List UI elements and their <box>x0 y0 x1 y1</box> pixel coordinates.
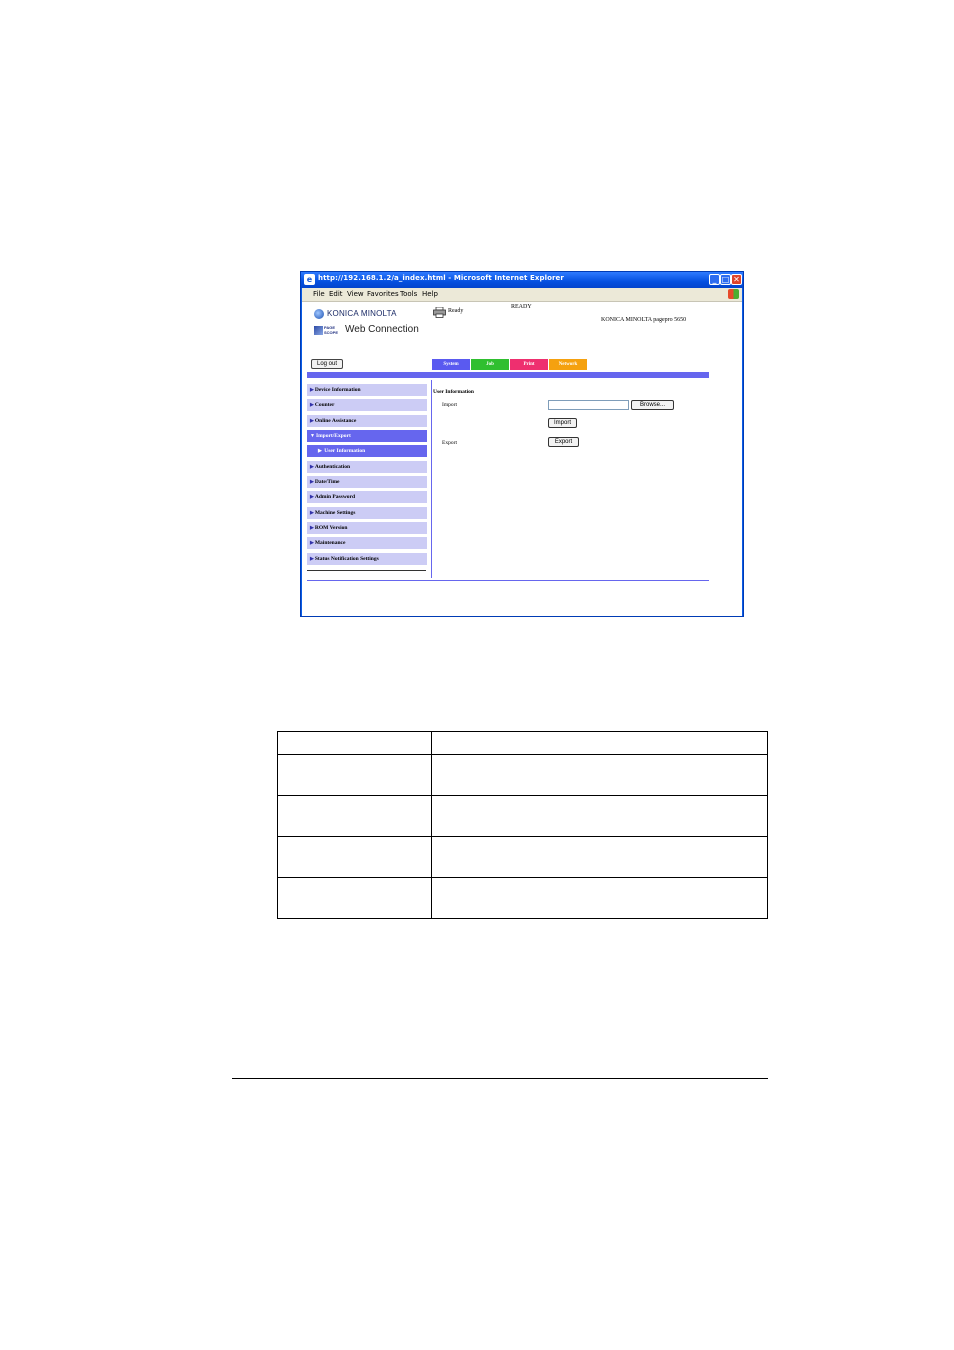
tab-system[interactable]: System <box>432 359 470 370</box>
book-icon <box>314 326 323 335</box>
windows-logo-icon <box>728 289 739 299</box>
title-bar[interactable] <box>301 272 743 288</box>
logout-button[interactable]: Log out <box>311 359 343 369</box>
arrow-right-icon: ▶ <box>310 419 314 424</box>
table-row <box>278 796 768 837</box>
brand-text: KONICA MINOLTA <box>327 309 397 318</box>
model-name: KONICA MINOLTA pagepro 5650 <box>601 317 687 323</box>
tab-print[interactable]: Print <box>510 359 548 370</box>
arrow-right-icon: ▶ <box>318 449 322 454</box>
table-row <box>278 837 768 878</box>
sidebar-item-status-notification-settings[interactable]: ▶Status Notification Settings <box>307 553 427 565</box>
page-footer-rule <box>232 1078 768 1079</box>
sidebar-divider <box>307 570 426 571</box>
import-label: Import <box>442 402 457 408</box>
page-content <box>302 302 742 616</box>
sidebar-item-device-information[interactable]: ▶Device Information <box>307 384 427 396</box>
sidebar-item-admin-password[interactable]: ▶Admin Password <box>307 491 427 503</box>
arrow-down-icon: ▼ <box>310 434 315 439</box>
sidebar-item-import-export[interactable]: ▼Import/Export <box>307 430 427 442</box>
description-table <box>277 731 768 919</box>
file-path-input[interactable] <box>548 400 629 410</box>
sidebar-item-rom-version[interactable]: ▶ROM Version <box>307 522 427 534</box>
window-title: http://192.168.1.2/a_index.html - Microsoft Internet Explorer <box>318 274 564 282</box>
footer-divider <box>307 580 709 581</box>
export-label: Export <box>442 440 457 446</box>
arrow-right-icon: ▶ <box>310 403 314 408</box>
export-button[interactable]: Export <box>548 437 579 447</box>
ie-icon: e <box>304 274 315 285</box>
arrow-right-icon: ▶ <box>310 480 314 485</box>
menu-view[interactable]: View <box>347 290 364 298</box>
arrow-right-icon: ▶ <box>310 511 314 516</box>
browser-window <box>300 271 744 617</box>
product-name: Web Connection <box>345 324 419 335</box>
close-button[interactable]: ✕ <box>731 274 742 285</box>
maximize-button[interactable]: □ <box>721 275 730 284</box>
menu-file[interactable]: File <box>313 290 325 298</box>
panel-title: User Information <box>433 389 474 395</box>
printer-status-label: Ready <box>448 308 464 314</box>
vertical-divider <box>431 380 432 578</box>
menu-tools[interactable]: Tools <box>400 290 418 298</box>
sidebar-item-date-time[interactable]: ▶Date/Time <box>307 476 427 488</box>
menu-help[interactable]: Help <box>422 290 438 298</box>
header-divider <box>307 372 709 378</box>
table-row <box>278 878 768 919</box>
sidebar-item-maintenance[interactable]: ▶Maintenance <box>307 537 427 549</box>
tab-job[interactable]: Job <box>471 359 509 370</box>
menu-favorites[interactable]: Favorites <box>367 290 399 298</box>
arrow-right-icon: ▶ <box>310 557 314 562</box>
status-text: READY <box>511 304 532 310</box>
menu-bar <box>302 288 742 302</box>
sidebar-item-user-information[interactable]: ▶ User Information <box>307 445 427 457</box>
printer-icon <box>433 307 446 318</box>
globe-icon <box>314 309 324 319</box>
arrow-right-icon: ▶ <box>310 465 314 470</box>
browse-button[interactable]: Browse... <box>631 400 674 410</box>
sidebar-item-machine-settings[interactable]: ▶Machine Settings <box>307 507 427 519</box>
minimize-button[interactable]: _ <box>709 274 720 285</box>
import-button[interactable]: Import <box>548 418 577 428</box>
arrow-right-icon: ▶ <box>310 495 314 500</box>
arrow-right-icon: ▶ <box>310 526 314 531</box>
arrow-right-icon: ▶ <box>310 388 314 393</box>
sidebar-item-authentication[interactable]: ▶Authentication <box>307 461 427 473</box>
sidebar-item-counter[interactable]: ▶Counter <box>307 399 427 411</box>
arrow-right-icon: ▶ <box>310 541 314 546</box>
menu-edit[interactable]: Edit <box>329 290 343 298</box>
table-header-row <box>278 732 768 755</box>
product-small-text: PAGE SCOPE <box>324 325 339 335</box>
tab-network[interactable]: Network <box>549 359 587 370</box>
sidebar-item-online-assistance[interactable]: ▶Online Assistance <box>307 415 427 427</box>
table-row <box>278 755 768 796</box>
